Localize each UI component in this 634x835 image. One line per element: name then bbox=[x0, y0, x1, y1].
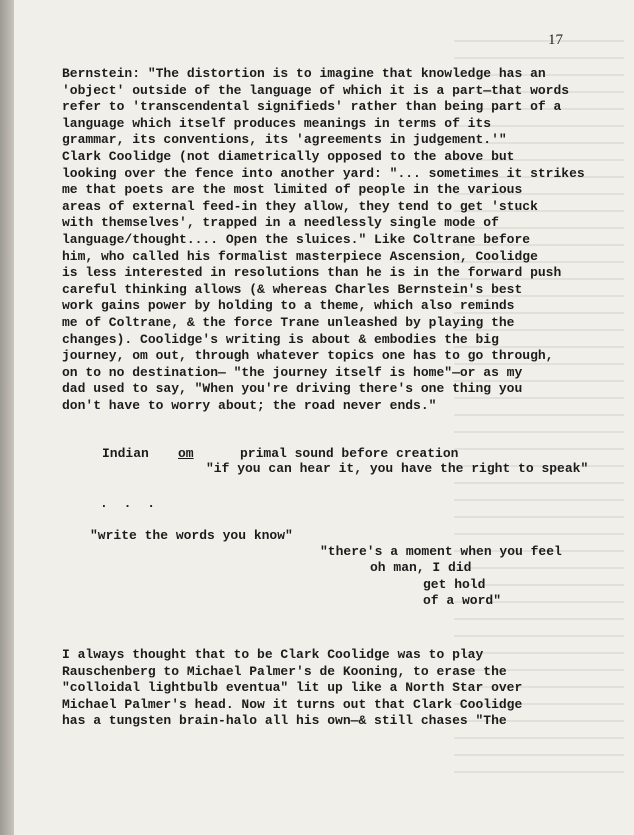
page-number: 17 bbox=[548, 32, 563, 48]
text-line: Rauschenberg to Michael Palmer's de Kooning, to erase the bbox=[62, 663, 507, 679]
text-line: on to no destination— "the journey itself is home"—or as my bbox=[62, 364, 523, 380]
text-line: refer to 'transcendental signifieds' rather than being part of a bbox=[62, 99, 562, 115]
poem-write-words: "write the words you know" bbox=[90, 528, 293, 543]
text-line: is less interested in resolutions than he is in the forward push bbox=[62, 265, 562, 281]
text-line: language which itself produces meanings in terms of its bbox=[62, 115, 492, 131]
text-line: "colloidal lightbulb eventua" lit up like a North Star over bbox=[62, 680, 523, 696]
text-line: looking over the fence into another yard: "... sometimes it strikes bbox=[62, 165, 585, 181]
book-binding bbox=[0, 0, 14, 835]
poem-of-a-word: of a word" bbox=[423, 593, 502, 608]
text-line: don't have to worry about; the road never ends." bbox=[62, 397, 437, 413]
text-line: has a tungsten brain-halo all his own—& still chases "The bbox=[62, 713, 507, 729]
poem-om: om bbox=[178, 446, 194, 461]
text-line: journey, om out, through whatever topics one has to go through, bbox=[62, 348, 554, 364]
text-line: me of Coltrane, & the force Trane unleashed by playing the bbox=[62, 314, 515, 330]
text-line: with themselves', trapped in a needlessly single mode of bbox=[62, 215, 499, 231]
text-line: me that poets are the most limited of people in the various bbox=[62, 182, 523, 198]
text-line: Michael Palmer's head. Now it turns out that Clark Coolidge bbox=[62, 696, 523, 712]
text-line: careful thinking allows (& whereas Charles Bernstein's best bbox=[62, 281, 523, 297]
text-line: language/thought.... Open the sluices." Like Coltrane before bbox=[62, 231, 531, 247]
poem-oh-man: oh man, I did bbox=[370, 560, 472, 575]
text-line: him, who called his formalist masterpiece Ascension, Coolidge bbox=[62, 248, 538, 264]
poem-indian: Indian bbox=[102, 446, 149, 461]
paragraph-1 bbox=[62, 66, 622, 414]
text-line: dad used to say, "When you're driving there's one thing you bbox=[62, 381, 523, 397]
poem-ellipsis: . . . bbox=[100, 496, 160, 511]
text-line: Bernstein: "The distortion is to imagine that knowledge has an bbox=[62, 66, 546, 81]
poem-get-hold: get hold bbox=[423, 577, 486, 592]
text-line: 'object' outside of the language of which it is a part—that words bbox=[62, 82, 570, 98]
text-line: work gains power by holding to a theme, which also reminds bbox=[62, 298, 515, 314]
text-line: grammar, its conventions, its 'agreements in judgement.'" bbox=[62, 132, 507, 148]
poem-hear-it: "if you can hear it, you have the right to speak" bbox=[206, 461, 589, 476]
paragraph-2 bbox=[62, 647, 622, 730]
text-line: areas of external feed-in they allow, they tend to get 'stuck bbox=[62, 198, 538, 214]
poem-primal-sound: primal sound before creation bbox=[240, 446, 459, 461]
text-line: changes). Coolidge's writing is about & embodies the big bbox=[62, 331, 499, 347]
text-line: I always thought that to be Clark Coolidge was to play bbox=[62, 647, 484, 662]
poem-moment: "there's a moment when you feel bbox=[320, 544, 562, 559]
text-line: Clark Coolidge (not diametrically opposed to the above but bbox=[62, 148, 515, 164]
